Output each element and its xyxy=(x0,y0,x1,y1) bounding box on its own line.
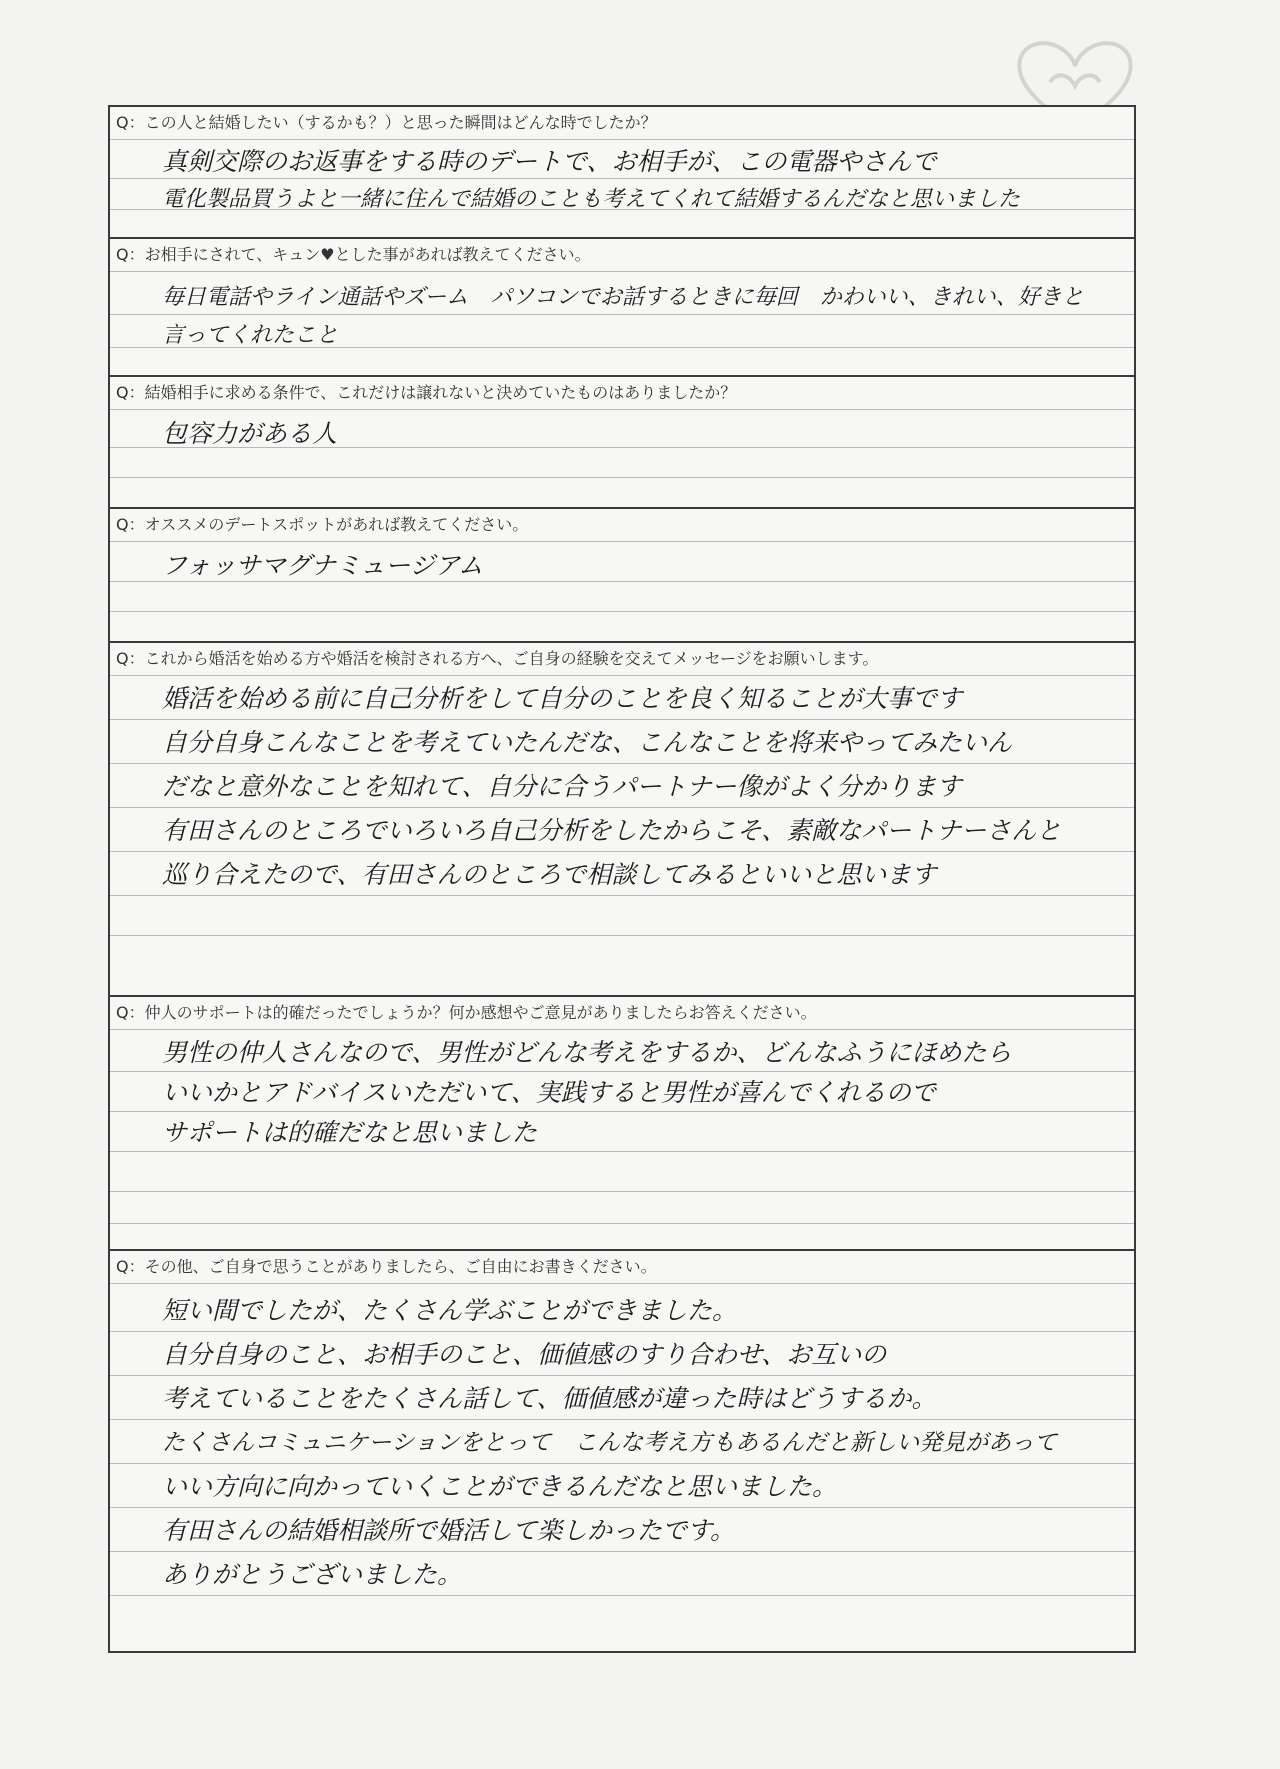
answer-text xyxy=(162,1289,1114,1597)
answer-line: 有田さんのところでいろいろ自己分析をしたからこそ、素敵なパートナーさんと xyxy=(162,816,1062,845)
answer-line: いいかとアドバイスいただいて、実践すると男性が喜んでくれるので xyxy=(162,1078,936,1107)
answer-line: 包容力がある人 xyxy=(162,419,338,448)
question-label: Q：お相手にされて、キュン♥とした事があれば教えてください。 xyxy=(116,245,591,264)
answer-line: いい方向に向かっていくことができるんだなと思いました。 xyxy=(162,1472,838,1501)
section-date-spot xyxy=(110,509,1134,641)
answer-text xyxy=(162,1033,1114,1153)
answer-text xyxy=(162,415,1114,453)
answer-text xyxy=(162,143,1114,219)
answer-line: 考えていることをたくさん話して、価値感が違った時はどうするか。 xyxy=(162,1384,937,1413)
question-label: Q：その他、ご自身で思うことがありましたら、ご自由にお書きください。 xyxy=(116,1257,657,1276)
answer-line: 短い間でしたが、たくさん学ぶことができました。 xyxy=(162,1296,738,1325)
answer-text xyxy=(162,677,1114,897)
answer-line: たくさんコミュニケーションをとって こんな考え方もあるんだと新しい発見があって xyxy=(162,1430,1057,1456)
answer-line: ありがとうございました。 xyxy=(162,1560,463,1589)
answer-line: 電化製品買うよと一緒に住んで結婚のことも考えてくれて結婚するんだなと思いました xyxy=(162,187,1021,212)
question-label: Q：仲人のサポートは的確だったでしょうか？何か感想やご意見がありましたらお答えください。 xyxy=(116,1003,817,1022)
section-kyun-moment xyxy=(110,239,1134,375)
answer-line: 巡り合えたので、有田さんのところで相談してみるといいと思います xyxy=(162,860,937,889)
question-label: Q：これから婚活を始める方や婚活を検討される方へ、ご自身の経験を交えてメッセージをお願いします。 xyxy=(116,649,879,668)
questionnaire-sheet xyxy=(108,105,1136,1653)
answer-line: 婚活を始める前に自己分析をして自分のことを良く知ることが大事です xyxy=(162,684,963,713)
section-message xyxy=(110,643,1134,971)
section-non-negotiable xyxy=(110,377,1134,507)
section-marriage-moment xyxy=(110,107,1134,237)
section-free-comment xyxy=(110,1251,1134,1649)
answer-line: 有田さんの結婚相談所で婚活して楽しかったです。 xyxy=(162,1516,736,1545)
question-label: Q：オススメのデートスポットがあれば教えてください。 xyxy=(116,515,529,534)
answer-line: 毎日電話やライン通話やズーム パソコンでお話するときに毎回 かわいい、きれい、好きと言ってくれたこと xyxy=(162,285,1084,348)
section-matchmaker-support xyxy=(110,997,1134,1249)
answer-line: サポートは的確だなと思いました xyxy=(162,1118,538,1147)
answer-line: だなと意外なことを知れて、自分に合うパートナー像がよく分かります xyxy=(162,772,962,801)
answer-line: フォッサマグナミュージアム xyxy=(162,551,484,580)
answer-line: 自分自身のこと、お相手のこと、価値感のすり合わせ、お互いの xyxy=(162,1340,887,1369)
answer-line: 自分自身こんなことを考えていたんだな、こんなことを将来やってみたいん xyxy=(162,728,1013,757)
answer-line: 真剣交際のお返事をする時のデートで、お相手が、この電器やさんで xyxy=(162,147,937,176)
answer-line: 男性の仲人さんなので、男性がどんな考えをするか、どんなふうにほめたら xyxy=(162,1038,1012,1067)
answer-text xyxy=(162,547,1114,585)
answer-text xyxy=(162,279,1114,355)
question-label: Q：この人と結婚したい（するかも？）と思った瞬間はどんな時でしたか？ xyxy=(116,113,657,132)
question-label: Q：結婚相手に求める条件で、これだけは譲れないと決めていたものはありましたか？ xyxy=(116,383,737,402)
